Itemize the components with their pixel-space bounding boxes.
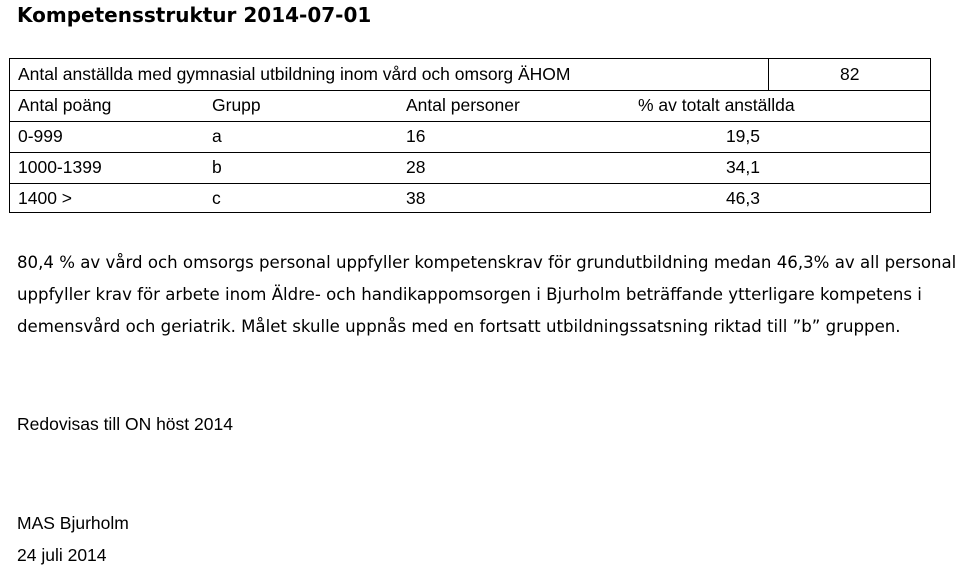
cell-persons: 16 <box>406 126 426 146</box>
report-note: Redovisas till ON höst 2014 <box>17 414 233 434</box>
summary-paragraph: 80,4 % av vård och omsorgs personal uppfyller kompetenskrav för grundutbildning medan 46,3% av all personal uppfyller krav för arbete inom Äldre- och handikappomsorgen i Bjurholm beträffande ytterligare kompetens i demensvård och geriatrik. Målet skulle uppnås med en fortsatt utbildningssatsning riktad till ”b” gruppen. <box>17 253 957 336</box>
header-antal-poang: Antal poäng <box>18 95 112 115</box>
table-row <box>10 183 930 214</box>
header-grupp: Grupp <box>212 95 261 115</box>
summary-value: 82 <box>840 64 860 84</box>
summary-label: Antal anställda med gymnasial utbildning inom vård och omsorg ÄHOM <box>18 64 571 84</box>
page-title: Kompetensstruktur 2014-07-01 <box>17 3 372 27</box>
signature-name: MAS Bjurholm <box>17 513 129 533</box>
cell-percent: 46,3 <box>725 188 760 208</box>
header-percent-total: % av totalt anställda <box>638 95 795 115</box>
summary-row <box>10 59 930 90</box>
table-header-row <box>10 90 930 121</box>
cell-group: a <box>212 126 222 146</box>
cell-group: c <box>212 188 221 208</box>
table-row <box>10 121 930 152</box>
cell-points: 0-999 <box>18 126 63 146</box>
header-antal-personer: Antal personer <box>406 95 520 115</box>
cell-persons: 38 <box>406 188 426 208</box>
cell-percent: 34,1 <box>725 157 760 177</box>
signature-date: 24 juli 2014 <box>17 545 107 565</box>
cell-group: b <box>212 157 222 177</box>
summary-divider <box>768 59 769 90</box>
cell-persons: 28 <box>406 157 426 177</box>
cell-percent: 19,5 <box>725 126 760 146</box>
competence-table <box>9 58 931 213</box>
cell-points: 1000-1399 <box>18 157 102 177</box>
cell-points: 1400 > <box>18 188 73 208</box>
table-row <box>10 152 930 183</box>
